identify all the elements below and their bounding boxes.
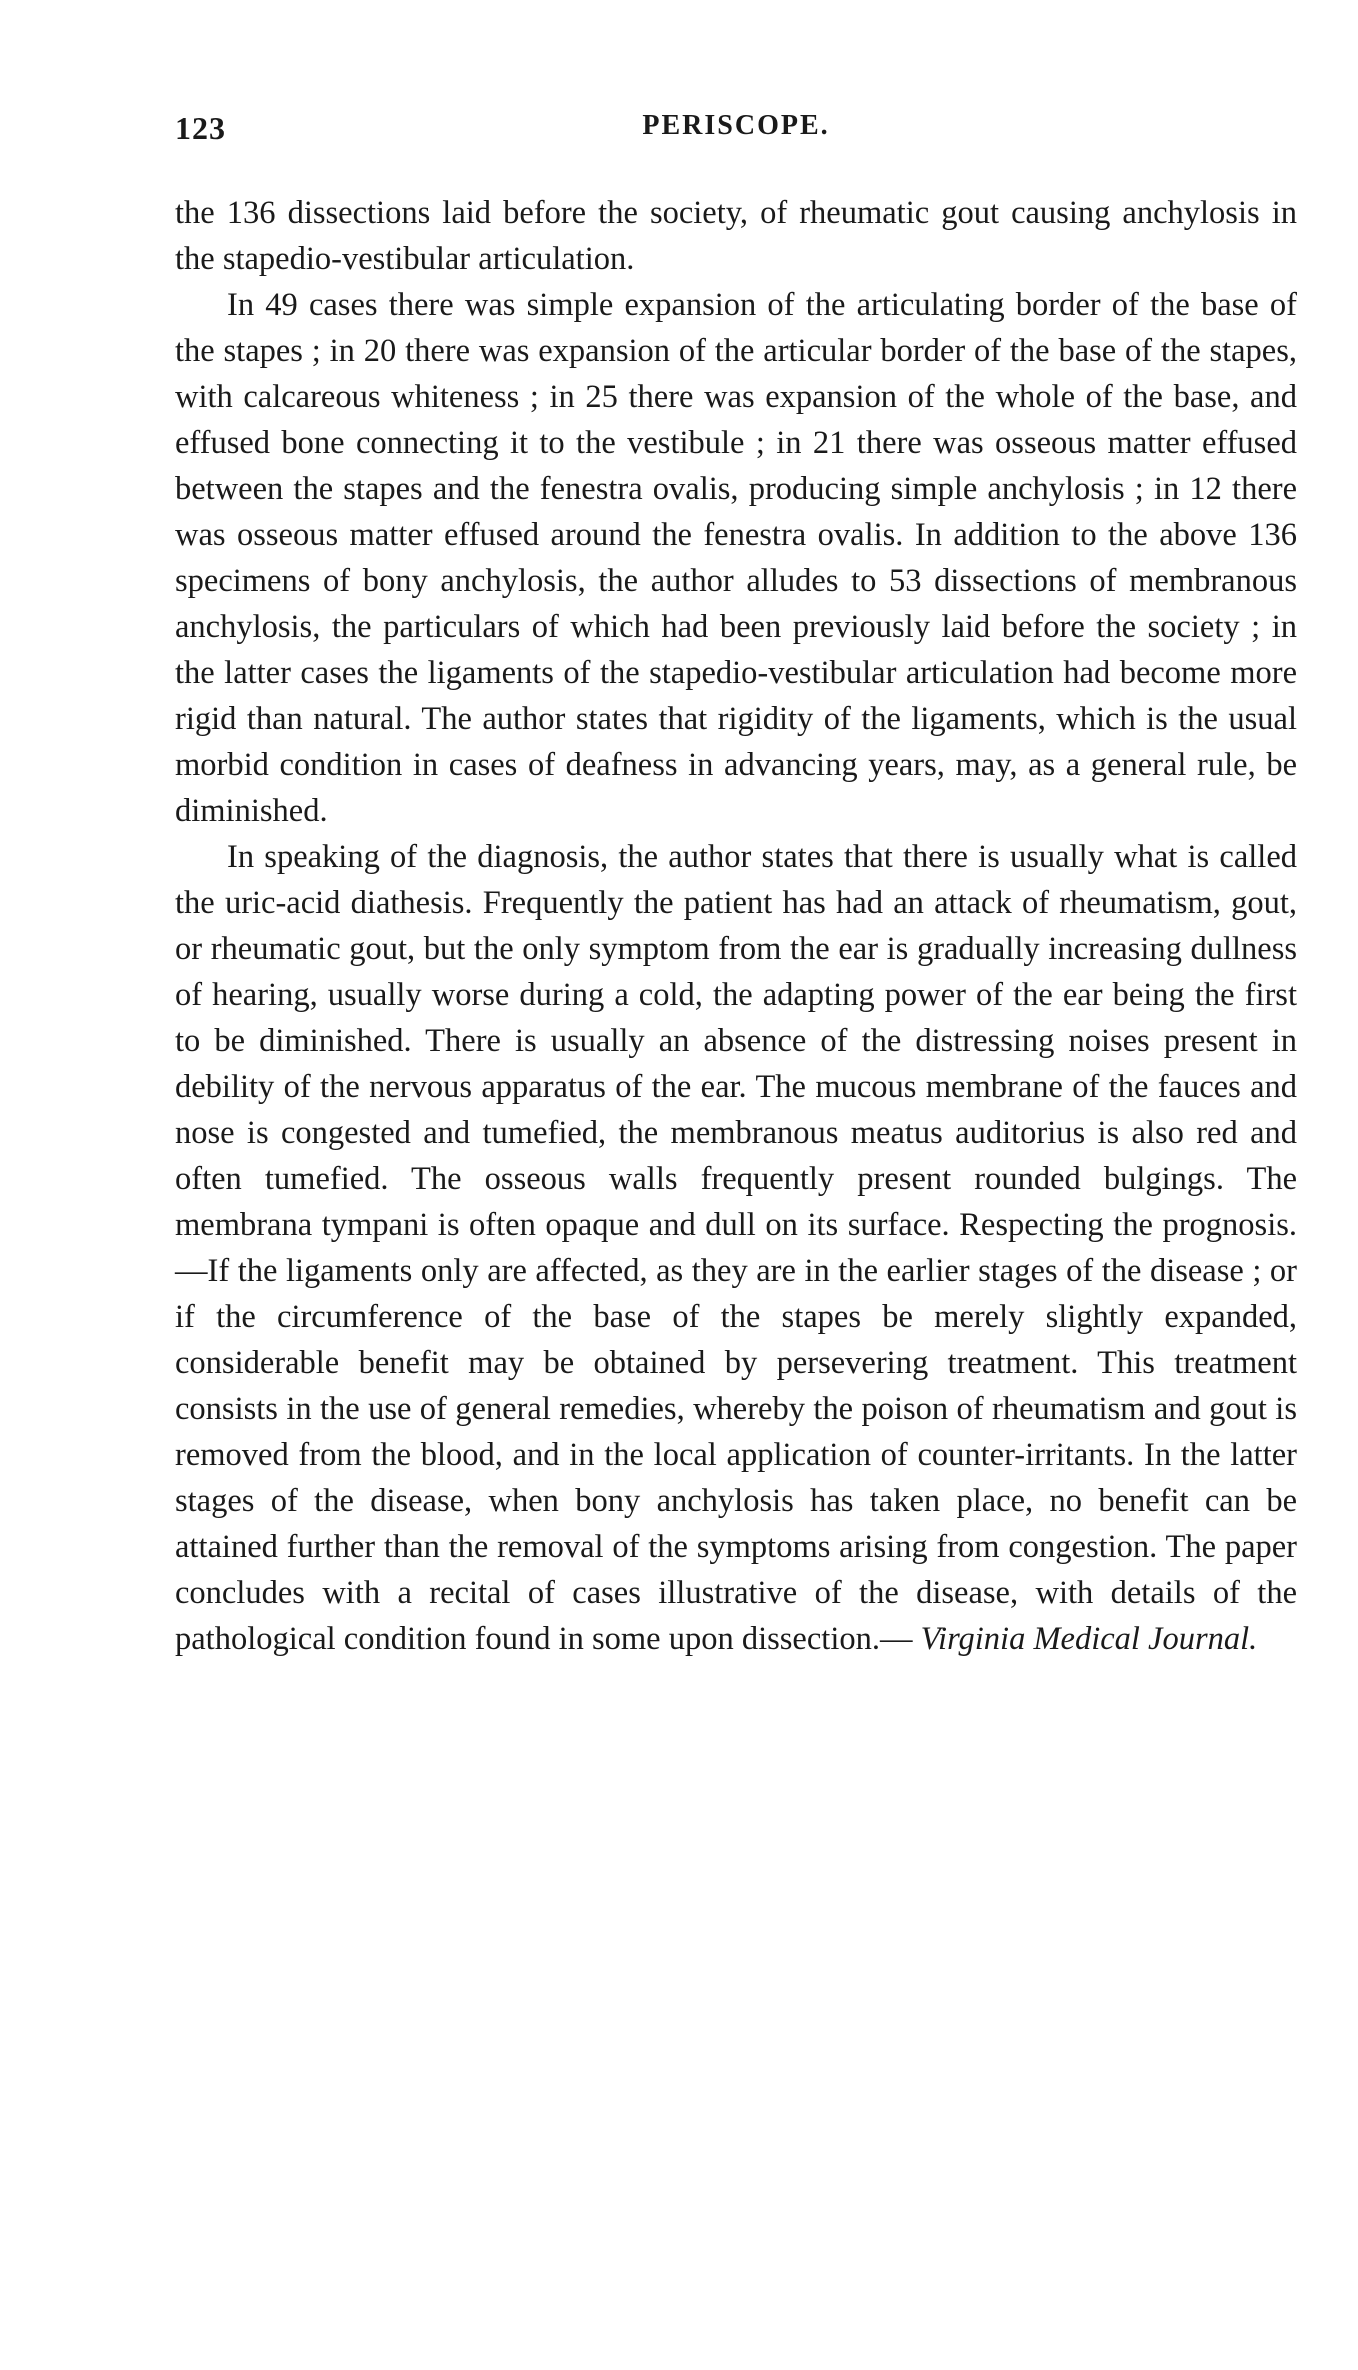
paragraph-findings — [175, 282, 1297, 834]
running-head — [175, 110, 1297, 162]
paragraph-text: the 136 dissections laid before the society, of rheumatic gout causing anchylosis in the stapedio-vestibular articulation. — [175, 195, 1297, 277]
paragraph-continuation — [175, 190, 1297, 282]
running-title: PERISCOPE. — [642, 110, 830, 141]
paragraph-text: In 49 cases there was simple expansion of the articulating border of the base of the stapes ; in 20 there was expansion of the articular border of the base of the stapes, with calcareous whiteness ; in 25 there was expansion of the whole of the base, and effused bone connecting it to the vestibule ; in 21 there was osseous matter effused between the stapes and the fenestra ovalis, producing simple anchylosis ; in 12 there was osseous matter effused around the fenestra ovalis. In addition to the above 136 specimens of bony anchylosis, the author alludes to 53 dissections of membranous anchylosis, the particulars of which had been previously laid before the society ; in the latter cases the ligaments of the stapedio-vestibular articulation had become more rigid than natural. The author states that rigidity of the ligaments, which is the usual morbid condition in cases of deafness in advancing years, may, as a general rule, be diminished. — [175, 287, 1297, 829]
page-number: 123 — [175, 110, 226, 146]
article-body — [175, 190, 1297, 1662]
paragraph-diagnosis — [175, 834, 1297, 1662]
source-citation: Virginia Medical Journal. — [920, 1621, 1258, 1657]
paragraph-text: In speaking of the diagnosis, the author states that there is usually what is called the uric-acid diathesis. Frequently the patient has had an attack of rheumatism, gout, or rheumatic gout, but the only symptom from the ear is gradually increasing dullness of hearing, usually worse during a cold, the adapting power of the ear being the first to be diminished. There is usually an absence of the distressing noises present in debility of the nervous apparatus of the ear. The mucous membrane of the fauces and nose is congested and tumefied, the membranous meatus auditorius is also red and often tumefied. The osseous walls frequently present rounded bulgings. The membrana tympani is often opaque and dull on its surface. Respecting the prognosis.—If the ligaments only are affected, as they are in the earlier stages of the disease ; or if the circumference of the base of the stapes be merely slightly expanded, considerable benefit may be obtained by persevering treatment. This treatment consists in the use of general remedies, whereby the poison of rheumatism and gout is removed from the blood, and in the local application of counter-irritants. In the latter stages of the disease, when bony anchylosis has taken place, no benefit can be attained further than the removal of the symptoms arising from congestion. The paper concludes with a recital of cases illustrative of the disease, with details of the pathological condition found in some upon dissection.— — [175, 839, 1297, 1657]
journal-page — [175, 110, 1297, 1662]
